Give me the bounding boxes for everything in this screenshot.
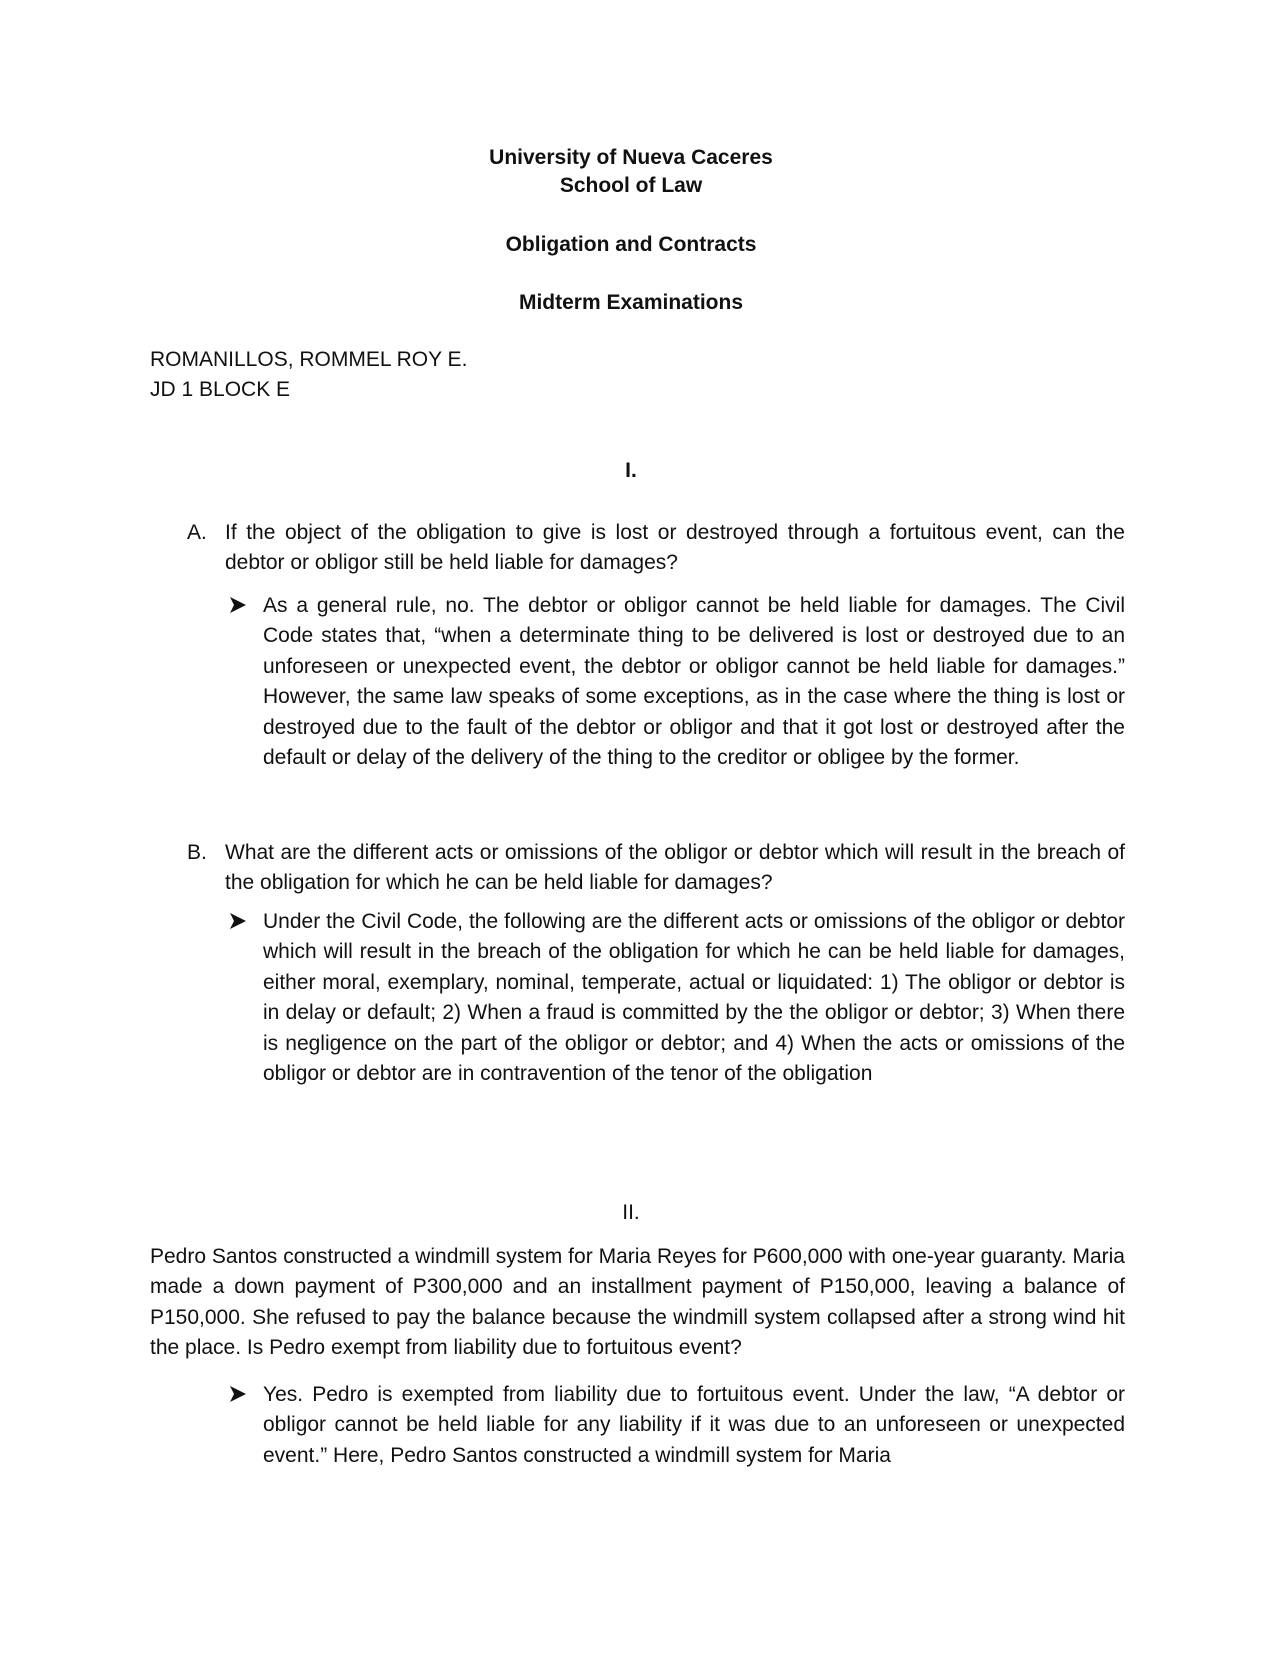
student-block: JD 1 BLOCK E	[150, 378, 291, 401]
school-name: School of Law	[559, 174, 703, 197]
question-a-text: If the object of the obligation to give is lost or destroyed through a fortuitous event, can the debtor or obligor still be held liable for damages?	[225, 521, 1125, 575]
exam-title: Midterm Examinations	[518, 291, 744, 314]
university-name: University of Nueva Caceres	[489, 146, 773, 169]
question-b-text: What are the different acts or omissions of the obligor or debtor which will result in the breach of the obligation for which he can be held liable for damages?	[225, 841, 1125, 895]
part-one-numeral: I.	[625, 459, 637, 482]
student-name: ROMANILLOS, ROMMEL ROY E.	[150, 348, 468, 371]
arrowhead-bullet-icon	[228, 911, 250, 933]
arrowhead-bullet-icon	[228, 1384, 250, 1406]
part-two-numeral: II.	[622, 1201, 640, 1224]
question-a-letter: A.	[187, 521, 207, 544]
arrowhead-bullet-icon	[228, 595, 250, 617]
answer-a-text: As a general rule, no. The debtor or obligor cannot be held liable for damages. The Civil Code states that, “when a determinate thing to be delivered is lost or destroyed due to an unforeseen or unexpected event, the debtor or obligor cannot be held liable for damages.” However, the same law speaks of some exceptions, as in the case where the thing is lost or destroyed due to the fault of the debtor or obligor and that it got lost or destroyed after the default or delay of the delivery of the thing to the creditor or obligee by the former.	[263, 594, 1125, 770]
course-title: Obligation and Contracts	[505, 233, 757, 256]
question-b-letter: B.	[187, 841, 207, 864]
part-two-answer: Yes. Pedro is exempted from liability due to fortuitous event. Under the law, “A debtor or obligor cannot be held liable for any liability if it was due to an unforeseen or unexpected event.” Here, Pedro Santos constructed a windmill system for Maria	[263, 1383, 1125, 1467]
part-two-problem: Pedro Santos constructed a windmill system for Maria Reyes for P600,000 with one-year guaranty. Maria made a down payment of P300,000 and an installment payment of P150,000, leaving a balance of P150,000. She refused to pay the balance because the windmill system collapsed after a strong wind hit the place. Is Pedro exempt from liability due to fortuitous event?	[150, 1245, 1125, 1360]
answer-b-text: Under the Civil Code, the following are the different acts or omissions of the obligor or debtor which will result in the breach of the obligation for which he can be held liable for damages, either moral, exemplary, nominal, temperate, actual or liquidated: 1) The obligor or debtor is in delay or default; 2) When a fraud is committed by the the obligor or debtor; 3) When there is negligence on the part of the obligor or debtor; and 4) When the acts or omissions of the obligor or debtor are in contravention of the tenor of the obligation	[263, 910, 1125, 1086]
